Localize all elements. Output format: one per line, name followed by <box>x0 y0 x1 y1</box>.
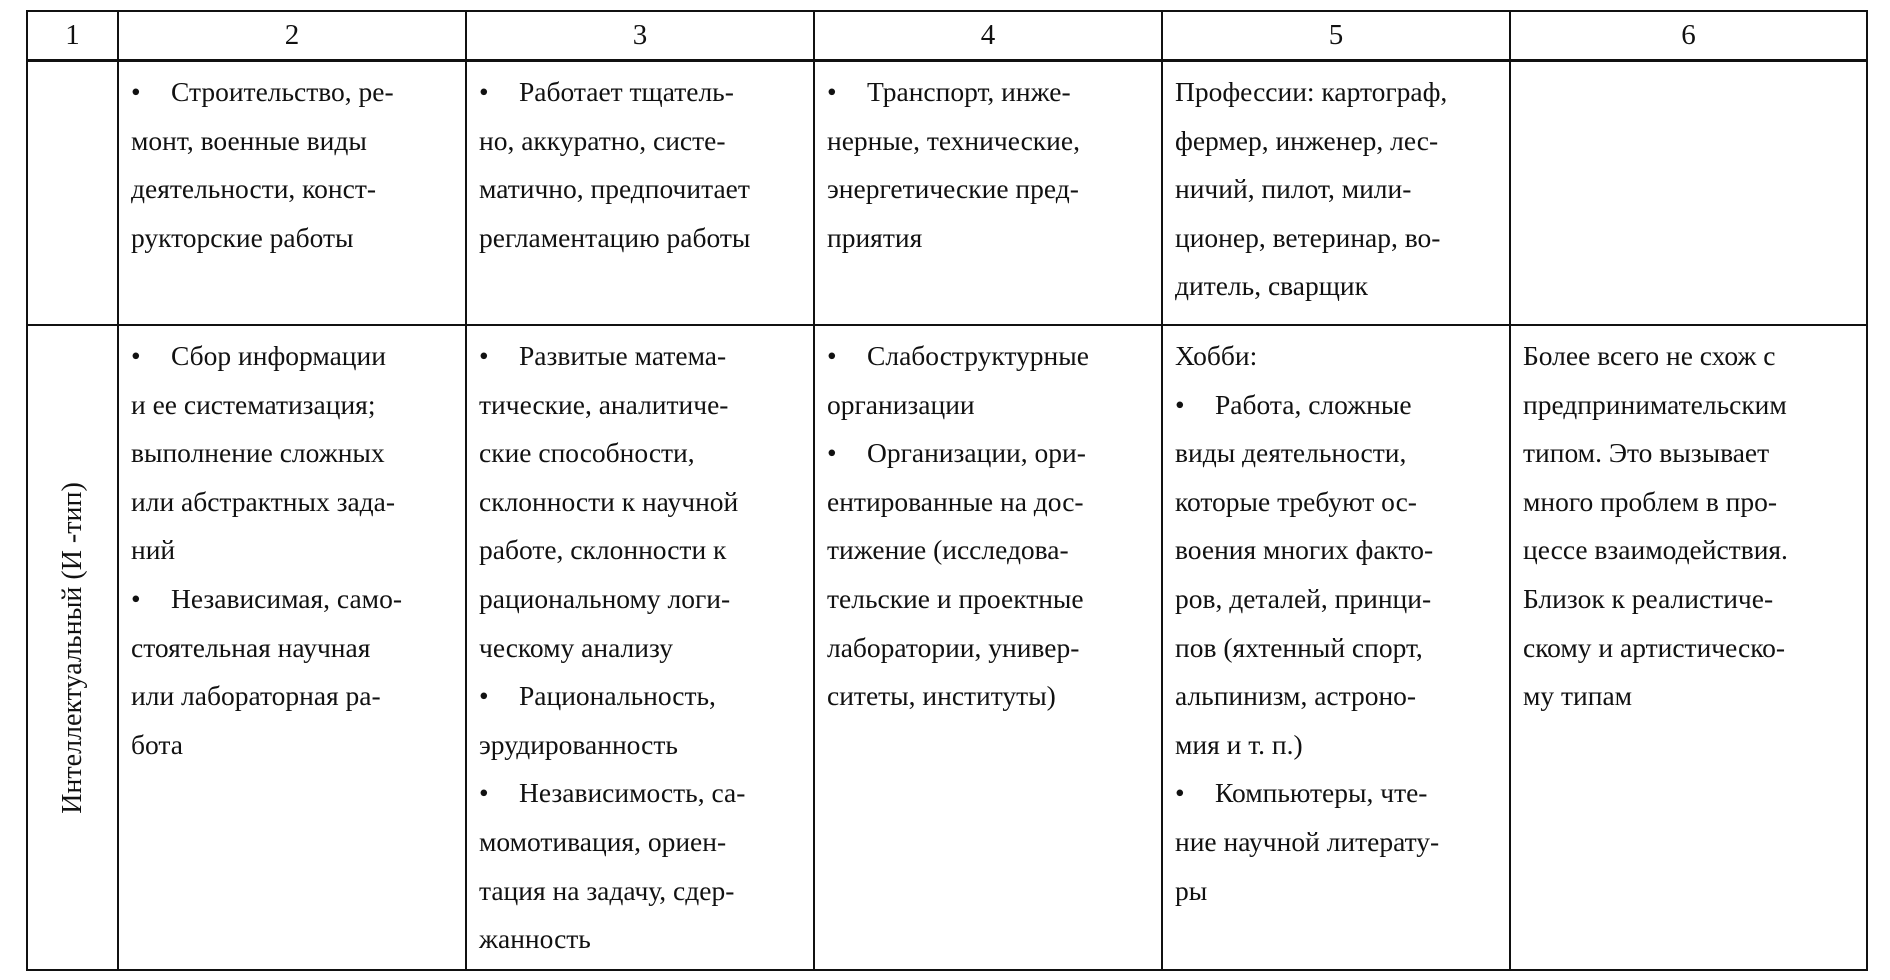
cell-text-line: виды деятельности, <box>1175 437 1407 469</box>
cell-text-line: матично, предпочитает <box>479 173 750 205</box>
cell-text-line: которые требуют ос- <box>1175 485 1417 517</box>
bullet-text: Независимость, са- <box>519 777 746 809</box>
bullet-icon: • <box>131 582 141 614</box>
cell-text-line: ров, деталей, принци- <box>1175 582 1432 614</box>
cell-text-line: нерные, технические, <box>827 124 1080 156</box>
table-row <box>27 61 1867 326</box>
bullet-icon: • <box>131 76 141 107</box>
table-row <box>27 325 1867 970</box>
cell-row1-col2 <box>118 61 466 326</box>
cell-text-line: выполнение сложных <box>131 437 385 469</box>
cell-text-line: дитель, сварщик <box>1175 270 1368 302</box>
cell-text-line: приятия <box>827 221 923 253</box>
bullet-text: Организации, ори- <box>867 437 1086 469</box>
cell-text-line: мия и т. п.) <box>1175 728 1303 760</box>
cell-text-line: тация на задачу, сдер- <box>479 874 735 906</box>
cell-row2-col4 <box>814 325 1162 970</box>
cell-text-line: эрудированность <box>479 728 678 760</box>
cell-row2-col5 <box>1162 325 1510 970</box>
cell-text-line <box>827 429 1155 478</box>
cell-text-line: лаборатории, универ- <box>827 631 1080 663</box>
cell-text-line: но, аккуратно, систе- <box>479 124 726 156</box>
bullet-icon: • <box>1175 777 1185 809</box>
cell-text-line <box>1175 769 1503 818</box>
bullet-icon: • <box>479 777 489 809</box>
header-cell-5: 5 <box>1162 11 1510 61</box>
cell-text-line: или абстрактных зада- <box>131 485 396 517</box>
cell-text <box>119 326 465 769</box>
cell-text-line <box>131 332 459 381</box>
cell-row2-col6 <box>1510 325 1867 970</box>
cell-text-line: склонности к научной <box>479 485 739 517</box>
cell-text-line: ские способности, <box>479 437 695 469</box>
cell-text <box>467 326 813 964</box>
cell-text <box>1511 326 1866 721</box>
cell-text-line <box>131 68 459 117</box>
cell-row1-col6 <box>1510 61 1867 326</box>
bullet-icon: • <box>827 340 837 371</box>
cell-text <box>815 62 1161 262</box>
cell-text-line: тижение (исследова- <box>827 534 1069 566</box>
header-cell-6: 6 <box>1510 11 1867 61</box>
type-label-rotated: Интеллектуальный (И -тип) <box>56 481 88 814</box>
cell-text-line: ентированные на дос- <box>827 485 1084 517</box>
cell-text-line: ческому анализу <box>479 631 673 663</box>
cell-text-line: пов (яхтенный спорт, <box>1175 631 1423 663</box>
cell-text-line: жанность <box>479 923 591 955</box>
cell-text-line <box>479 769 807 818</box>
cell-text <box>467 62 813 262</box>
bullet-text: Независимая, само- <box>171 582 402 614</box>
cell-text-line: деятельности, конст- <box>131 173 376 205</box>
bullet-text: Строительство, ре- <box>171 76 394 107</box>
cell-text-line <box>479 672 807 721</box>
bullet-icon: • <box>827 76 837 107</box>
cell-text-line: скому и артистическо- <box>1523 631 1786 663</box>
cell-text <box>1163 62 1509 311</box>
cell-text-line: Близок к реалистиче- <box>1523 582 1774 614</box>
cell-text-line <box>827 332 1155 381</box>
cell-text-line: фермер, инженер, лес- <box>1175 124 1439 156</box>
bullet-icon: • <box>479 340 489 371</box>
bullet-icon: • <box>131 340 141 371</box>
cell-text-line <box>131 575 459 624</box>
header-cell-4: 4 <box>814 11 1162 61</box>
cell-text-line: ние научной литерату- <box>1175 825 1440 857</box>
cell-text-line: альпинизм, астроно- <box>1175 680 1417 712</box>
cell-text <box>815 326 1161 721</box>
cell-text-line: энергетические пред- <box>827 173 1079 205</box>
cell-text-line: воения многих факто- <box>1175 534 1434 566</box>
cell-text-line: бота <box>131 728 183 760</box>
bullet-text: Транспорт, инже- <box>867 76 1071 107</box>
header-cell-3: 3 <box>466 11 814 61</box>
cell-text-line: организации <box>827 388 975 420</box>
cell-row2-col2 <box>118 325 466 970</box>
cell-text-line: стоятельная научная <box>131 631 371 663</box>
cell-text-line <box>827 68 1155 117</box>
cell-text-line: ционер, ветеринар, во- <box>1175 221 1441 253</box>
bullet-icon: • <box>1175 388 1185 420</box>
cell-text-line: Более всего не схож с <box>1523 340 1776 371</box>
bullet-text: Развитые матема- <box>519 340 727 371</box>
psych-types-table <box>26 10 1868 971</box>
cell-text-line <box>1175 381 1503 430</box>
cell-text-line: Профессии: картограф, <box>1175 76 1448 107</box>
cell-row2-col3 <box>466 325 814 970</box>
cell-text-line: ситеты, институты) <box>827 680 1056 712</box>
cell-text-line: момотивация, ориен- <box>479 825 727 857</box>
bullet-text: Компьютеры, чте- <box>1215 777 1428 809</box>
bullet-icon: • <box>827 437 837 469</box>
header-row <box>27 11 1867 61</box>
cell-text-line: Хобби: <box>1175 340 1258 371</box>
cell-row1-col4 <box>814 61 1162 326</box>
cell-text-line: предпринимательским <box>1523 388 1787 420</box>
cell-row1-col1 <box>27 61 118 326</box>
cell-text-line: тические, аналитиче- <box>479 388 729 420</box>
cell-text-line: и ее систематизация; <box>131 388 376 420</box>
cell-text-line: много проблем в про- <box>1523 485 1778 517</box>
cell-text-line: цессе взаимодействия. <box>1523 534 1788 566</box>
bullet-text: Рациональность, <box>519 680 716 712</box>
cell-text-line: ничий, пилот, мили- <box>1175 173 1412 205</box>
cell-text <box>119 62 465 262</box>
cell-row1-col3 <box>466 61 814 326</box>
bullet-text: Слабоструктурные <box>867 340 1089 371</box>
header-cell-1: 1 <box>27 11 118 61</box>
cell-text-line <box>479 68 807 117</box>
bullet-text: Сбор информации <box>171 340 386 371</box>
cell-text-line: работе, склонности к <box>479 534 727 566</box>
cell-text-line: типом. Это вызывает <box>1523 437 1770 469</box>
cell-text-line: му типам <box>1523 680 1633 712</box>
cell-text-line: монт, военные виды <box>131 124 367 156</box>
cell-text-line: тельские и проектные <box>827 582 1084 614</box>
table-container <box>26 10 1866 971</box>
header-cell-2: 2 <box>118 11 466 61</box>
bullet-text: Работает тщатель- <box>519 76 734 107</box>
cell-row2-col1 <box>27 325 118 970</box>
cell-text-line: ры <box>1175 874 1208 906</box>
cell-text-line: рукторские работы <box>131 221 354 253</box>
cell-text-line: ний <box>131 534 176 566</box>
bullet-text: Работа, сложные <box>1215 388 1412 420</box>
cell-text-line: регламентацию работы <box>479 221 751 253</box>
cell-text <box>1163 326 1509 915</box>
cell-row1-col5 <box>1162 61 1510 326</box>
cell-text-line <box>479 332 807 381</box>
bullet-icon: • <box>479 76 489 107</box>
bullet-icon: • <box>479 680 489 712</box>
cell-text-line: или лабораторная ра- <box>131 680 381 712</box>
cell-text-line: рациональному логи- <box>479 582 731 614</box>
